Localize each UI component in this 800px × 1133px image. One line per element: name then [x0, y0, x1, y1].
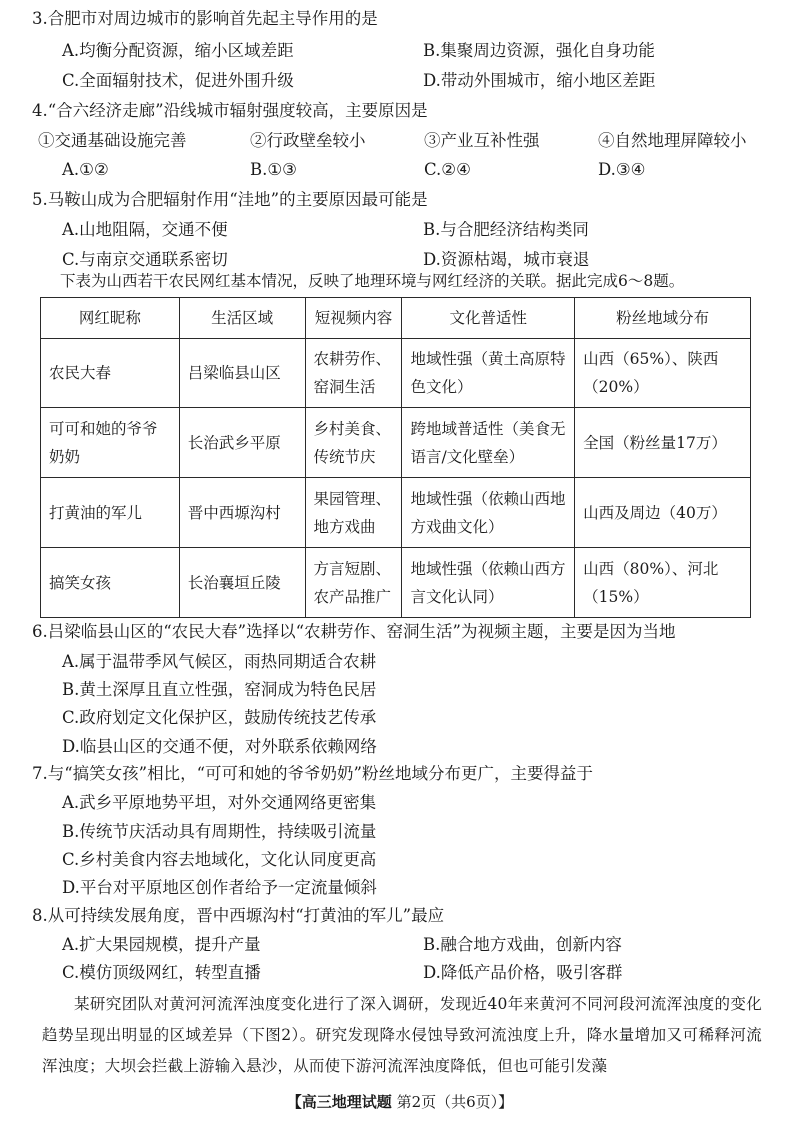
table-cell: 地域性强（黄土高原特色文化）: [402, 339, 575, 408]
page-footer: [0, 1091, 800, 1112]
table-cell: 山西（80%）、河北（15%）: [575, 548, 751, 618]
q6-option-d: D.临县山区的交通不便，对外联系依赖网络: [62, 737, 377, 756]
table-cell: 长治武乡平原: [179, 408, 305, 478]
q3-option-b: B.集聚周边资源，强化自身功能: [423, 41, 655, 60]
table-cell: 晋中西塬沟村: [179, 478, 305, 548]
table-cell: 长治襄垣丘陵: [179, 548, 305, 618]
q7-stem: 7.与“搞笑女孩”相比，“可可和她的爷爷奶奶”粉丝地域分布更广，主要得益于: [32, 764, 593, 783]
table-cell: 全国（粉丝量17万）: [575, 408, 751, 478]
table-header: 粉丝地域分布: [575, 298, 751, 339]
table-row: [41, 408, 751, 478]
q3-option-d: D.带动外围城市，缩小地区差距: [423, 71, 656, 90]
table-header: 文化普适性: [402, 298, 575, 339]
table-header: 生活区域: [179, 298, 305, 339]
q6-option-b: B.黄土深厚且直立性强，窑洞成为特色民居: [62, 680, 377, 699]
table-cell: 跨地域普适性（美食无语言/文化壁垒）: [402, 408, 575, 478]
q8-option-a: A.扩大果园规模，提升产量: [62, 935, 261, 954]
table-intro: 下表为山西若干农民网红基本情况，反映了地理环境与网红经济的关联。据此完成6～8题。: [60, 272, 685, 290]
q6-option-a: A.属于温带季风气候区，雨热同期适合农耕: [62, 652, 377, 671]
table-cell: 可可和她的爷爷奶奶: [41, 408, 180, 478]
q3-option-c: C.全面辐射技术，促进外围升级: [62, 71, 294, 90]
q8-option-d: D.降低产品价格，吸引客群: [423, 963, 623, 982]
table-cell: 乡村美食、传统节庆: [305, 408, 402, 478]
q7-option-b: B.传统节庆活动具有周期性，持续吸引流量: [62, 822, 377, 841]
table-row: [41, 339, 751, 408]
q7-option-c: C.乡村美食内容去地域化，文化认同度更高: [62, 850, 377, 869]
q6-stem: 6.吕梁临县山区的“农民大春”选择以“农耕劳作、窑洞生活”为视频主题，主要是因为当地: [32, 622, 676, 641]
q6-option-c: C.政府划定文化保护区，鼓励传统技艺传承: [62, 708, 377, 727]
q8-option-b: B.融合地方戏曲，创新内容: [423, 935, 622, 954]
table-header: 网红昵称: [41, 298, 180, 339]
q5-option-a: A.山地阻隔，交通不便: [62, 220, 228, 239]
table-cell: 农民大春: [41, 339, 180, 408]
q4-option-b: B.①③: [250, 160, 297, 179]
footer-title: 【高三地理试题: [286, 1093, 392, 1111]
table-cell: 果园管理、地方戏曲: [305, 478, 402, 548]
q4-option-c: C.②④: [424, 160, 471, 179]
table-cell: 地域性强（依赖山西地方戏曲文化）: [402, 478, 575, 548]
q4-statement-3: ③产业互补性强: [424, 131, 540, 150]
table-cell: 打黄油的军儿: [41, 478, 180, 548]
q4-statement-4: ④自然地理屏障较小: [598, 131, 747, 150]
q8-option-c: C.模仿顶级网红，转型直播: [62, 963, 261, 982]
q4-statement-2: ②行政壁垒较小: [250, 131, 366, 150]
footer-page: 第2页（共6页）】: [396, 1093, 514, 1111]
q4-option-d: D.③④: [598, 160, 646, 179]
table-header-row: [41, 298, 751, 339]
table-header: 短视频内容: [305, 298, 402, 339]
q7-option-a: A.武乡平原地势平坦，对外交通网络更密集: [62, 793, 377, 812]
q7-option-d: D.平台对平原地区创作者给予一定流量倾斜: [62, 878, 377, 897]
table-row: [41, 548, 751, 618]
q5-option-c: C.与南京交通联系密切: [62, 250, 228, 269]
q5-option-b: B.与合肥经济结构类同: [423, 220, 589, 239]
influencer-table: [40, 297, 751, 618]
table-row: [41, 478, 751, 548]
q4-statement-1: ①交通基础设施完善: [38, 131, 187, 150]
passage: 某研究团队对黄河河流浑浊度变化进行了深入调研，发现近40年来黄河不同河段河流浑浊度的变化趋势呈现出明显的区域差异（下图2）。研究发现降水侵蚀导致河流浊度上升，降水量增加又可稀释河流浑浊度；大坝会拦截上游输入悬沙，从而使下游河流浑浊度降低，但也可能引发藻: [42, 995, 762, 1075]
table-cell: 地域性强（依赖山西方言文化认同）: [402, 548, 575, 618]
q5-option-d: D.资源枯竭，城市衰退: [423, 250, 590, 269]
q3-stem: 3.合肥市对周边城市的影响首先起主导作用的是: [32, 9, 378, 28]
table-cell: 山西（65%）、陕西（20%）: [575, 339, 751, 408]
q5-stem: 5.马鞍山成为合肥辐射作用“洼地”的主要原因最可能是: [32, 190, 428, 209]
table-cell: 方言短剧、农产品推广: [305, 548, 402, 618]
q4-option-a: A.①②: [62, 160, 109, 179]
table-cell: 农耕劳作、窑洞生活: [305, 339, 402, 408]
q8-stem: 8.从可持续发展角度，晋中西塬沟村“打黄油的军儿”最应: [32, 906, 445, 925]
table-cell: 山西及周边（40万）: [575, 478, 751, 548]
q3-option-a: A.均衡分配资源，缩小区域差距: [62, 41, 294, 60]
table-cell: 吕梁临县山区: [179, 339, 305, 408]
q4-stem: 4.“合六经济走廊”沿线城市辐射强度较高，主要原因是: [32, 101, 428, 120]
table-cell: 搞笑女孩: [41, 548, 180, 618]
